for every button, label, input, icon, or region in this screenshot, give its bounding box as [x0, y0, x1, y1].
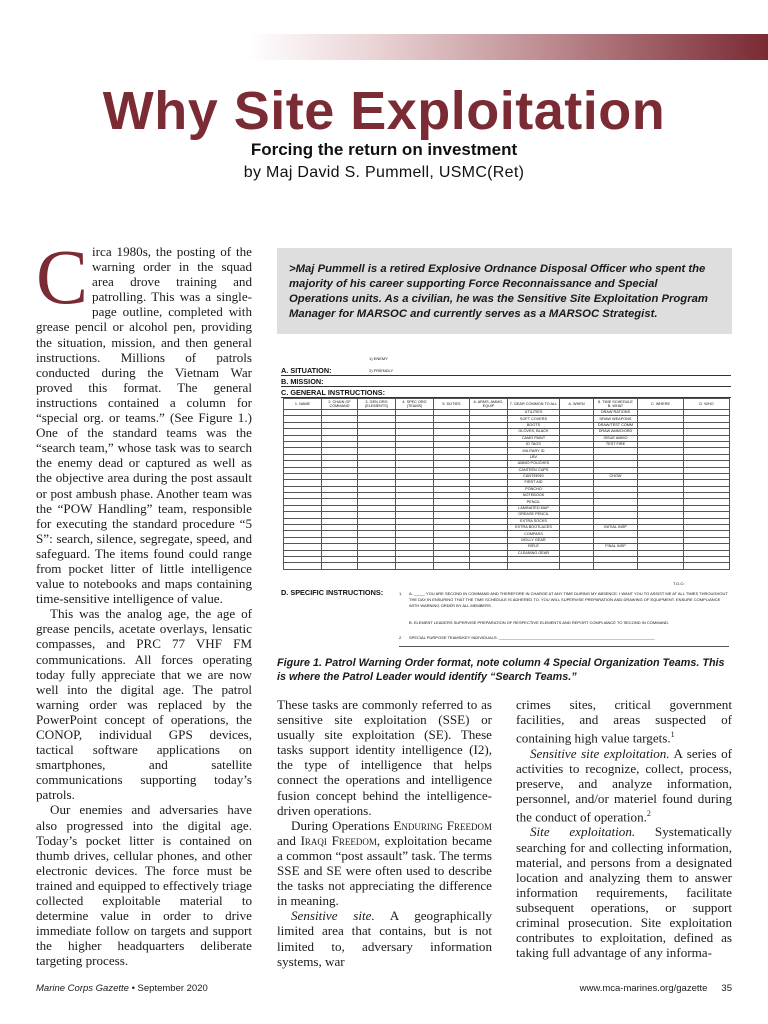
schedule-header: 8. TIME SCHEDULE: [598, 399, 633, 404]
situation-heading: A. SITUATION:: [281, 366, 332, 375]
table-cell: CLEANING GEAR: [508, 550, 560, 556]
table-cell: DRAW AMMO/ORD: [594, 429, 638, 435]
footer-publication: [36, 983, 208, 994]
term-lead: Sensitive site exploitation.: [530, 745, 670, 761]
operation-name: Iraqi Freedom: [300, 832, 377, 848]
table-cell: FINAL INSP: [594, 544, 638, 550]
col-header: 3. GEN ORG (ELEMENTS): [358, 399, 396, 410]
col-header: [594, 399, 638, 410]
table-cell: NOTEBOOK: [508, 493, 560, 499]
col-header: 5. DUTIES: [434, 399, 470, 410]
column-3: [516, 697, 732, 960]
instruction-2: SPECIAL PURPOSE TEAMS/KEY INDIVIDUALS: ______________________________________________________________________: [409, 635, 655, 640]
text: Systematically searching for and collecting information, material, and persons from a designated location and analyzing them to answer information requirements, facilitate subsequent operations, or support criminal prosecution. Site exploitation contributes to exploitation, defined as taking full advantage of any informa-: [516, 824, 732, 961]
enemy-label: 1) ENEMY: [369, 356, 388, 361]
text: A geographically limited area that contains, but is not limited to, adversary information systems, war: [277, 908, 492, 969]
friendly-label: 2) FRIENDLY: [369, 368, 394, 373]
instruction-b: B. ELEMENT LEADERS SUPERVISE PREPARATION OF RESPECTIVE ELEMENTS AND REPORT COMPLIANCE TO SECOND IN COMMAND.: [409, 620, 670, 625]
table-cell: CANTEEN CUPS: [508, 467, 560, 473]
table-cell: CAMO PAINT: [508, 435, 560, 441]
table-cell: [508, 563, 560, 569]
col-header: C. WHERE: [638, 399, 684, 410]
table-cell: FIRST AID: [508, 480, 560, 486]
paragraph: [516, 824, 732, 960]
article-byline: by Maj David S. Pummell, USMC(Ret): [243, 164, 525, 181]
paragraph: Our enemies and adversaries have also progressed into the digital age. Today’s pocket litter is contained on thumb drives, cellular phones, and other electronic devices. The force must be trained and equipped to effectively triage collected exploitable material to determine value in order to drive immediate follow on targets and support the higher headquarters deliberate targeting process.: [36, 802, 252, 969]
term-lead: Site exploitation.: [530, 824, 636, 840]
paragraph: [36, 233, 252, 607]
table-cell: EXTRA SOCKS: [508, 518, 560, 524]
table-cell: AMMO POUCHES: [508, 461, 560, 467]
col-header: 7. GEAR COMMON TO ALL: [508, 399, 560, 410]
table-cell: [470, 563, 508, 569]
table-cell: DRAW RATIONS: [594, 410, 638, 416]
instruction-a: A. _____ YOU ARE SECOND IN COMMAND AND THEREFORE IN CHARGE AT ANY TIME DURING MY ABSENCE. I WANT YOU TO ASSIST ME AT ALL TIMES THROUGHOUT THE DAY IN ENSURING THAT THE TIME SCHEDULE IS ADHERED TO. YOU WILL SUPERVISE PREPARATION AND DRAWING OF EQUIPMENT. ENSURE COMPLIANCE WITH WARNING ORDER BY ALL MEMBERS.: [409, 591, 728, 608]
table-cell: [560, 563, 594, 569]
publication-name: Marine Corps Gazette: [36, 983, 129, 994]
footnote-ref: 1: [670, 730, 675, 740]
general-instructions-heading: C. GENERAL INSTRUCTIONS:: [281, 388, 386, 397]
table-cell: [638, 563, 684, 569]
article-subtitle: Forcing the return on investment: [250, 140, 518, 159]
specific-instructions-heading: D. SPECIFIC INSTRUCTIONS:: [281, 588, 384, 597]
text: During Operations: [291, 817, 394, 833]
header-color-bar: [248, 34, 768, 60]
table-cell: [594, 563, 638, 569]
paragraph: [516, 697, 732, 746]
table-cell: BOOTS: [508, 422, 560, 428]
table-cell: DRAW/TEST COMM: [594, 422, 638, 428]
col-header: 2. CHAIN OF COMMAND: [322, 399, 358, 410]
table-cell: [396, 563, 434, 569]
table-cell: CANTEENS: [508, 473, 560, 479]
figure-caption: Figure 1. Patrol Warning Order format, note column 4 Special Organization Teams. This is where the Patrol Leader would identify “Search Teams.”: [277, 657, 725, 683]
page-number: 35: [721, 983, 732, 994]
table-cell: COMPASS: [508, 531, 560, 537]
text: and: [277, 832, 301, 848]
text: crimes sites, critical government facilities, and areas suspected of containing high value targets.: [516, 697, 732, 746]
table-cell: [434, 563, 470, 569]
table-cell: TEST FIRE: [594, 441, 638, 447]
table-cell: LAMINATED MAP: [508, 505, 560, 511]
warning-order-table: [283, 398, 730, 570]
footer-right: [580, 983, 732, 994]
footnote-ref: 2: [646, 809, 651, 819]
table-cell: ISSUE AMMO: [594, 435, 638, 441]
col-header: 6. ARMS, AMMO, EQUIP: [470, 399, 508, 410]
paragraph: [277, 908, 492, 968]
table-cell: [322, 563, 358, 569]
time-of-operation: T.O.O.: [673, 581, 685, 586]
text: A series of activities to recognize, collect, process, preserve, and analyze information, personnel, and/or materiel found during the conduct of operation.: [516, 745, 732, 825]
table-cell: RIFLE: [508, 544, 560, 550]
table-cell: GREASE PENCIL: [508, 512, 560, 518]
table-cell: ID TAGS: [508, 441, 560, 447]
table-cell: EXTRA BOOTLACES: [508, 525, 560, 531]
paragraph: This was the analog age, the age of grease pencils, acetate overlays, lensatic compasses, and PRC 77 VHF FM communications. All forces operating today fully appreciate that we are now well into the digital age. The patrol warning order was replaced by the PowerPoint concept of operations, the CONOP, individual GPS devices, tactical software applications on smartphones, and satellite communications supporting today’s patrols.: [36, 606, 252, 803]
warning-order-figure: [281, 348, 731, 652]
operation-name: Enduring Freedom: [393, 817, 492, 833]
issue-date: • September 2020: [128, 983, 208, 994]
table-cell: DRAW WEAPONS: [594, 416, 638, 422]
table-cell: MILITARY ID: [508, 448, 560, 454]
author-bio-box: >Maj Pummell is a retired Explosive Ordnance Disposal Officer who spent the majority of his career supporting Force Reconnaissance and Special Operations units. As a civilian, he was the Sensitive Site Exploitation Program Manager for MARSOC and currently serves as a MARSOC Strategist.: [277, 248, 732, 334]
col-header-what: B. WHAT: [607, 404, 624, 408]
instr-number-1: 1.: [399, 591, 403, 596]
col-header: D. WHO: [684, 399, 730, 410]
table-cell: MOLLY GEAR: [508, 537, 560, 543]
table-cell: GLOVES, BLACK: [508, 429, 560, 435]
term-lead: Sensitive site.: [291, 908, 375, 924]
table-cell: PENCIL: [508, 499, 560, 505]
table-cell: [684, 563, 730, 569]
website-link[interactable]: www.mca-marines.org/gazette: [579, 983, 708, 994]
table-cell: SOFT COVERS: [508, 416, 560, 422]
column-2: [277, 697, 492, 969]
article-title: Why Site Exploitation: [102, 81, 666, 141]
table-cell: UTILITIES: [508, 410, 560, 416]
col-header: 1. NAME: [284, 399, 322, 410]
table-cell: [284, 563, 322, 569]
paragraph-text: irca 1980s, the posting of the warning order in the squad area drove training and patrolling. This was a single-page outline, completed with grease pencil or alcohol pen, providing the situation, mission, and then general instructions. Millions of patrols conducted during the Vietnam War proved this format. The general instructions contained a column for “special org. or teams.” (See Figure 1.) One of the standard teams was the “search team,” whose task was to search the enemy dead or captured as well as the objective area during the post assault or post ambush phase. Another team was the “POW Handling” team, responsible for executing the standard procedure “5 S”: search, silence, segregate, speed, and safeguard. The items found could range from pocket litter of little intelligence value to notebooks and maps containing time-sensitive intelligence of value.: [36, 244, 252, 607]
table-cell: PONCHO: [508, 486, 560, 492]
column-1: [36, 233, 252, 969]
mission-heading: B. MISSION:: [281, 377, 324, 386]
table-row: [284, 563, 730, 569]
paragraph: These tasks are commonly referred to as sensitive site exploitation (SSE) or usually site exploitation (SE). These tasks support identity intelligence (I2), the type of intelligence that helps connect the operations and intelligence fusion concept behind the intelligence-driven operations.: [277, 697, 492, 818]
table-cell: [358, 563, 396, 569]
table-cell: INITIAL INSP: [594, 525, 638, 531]
paragraph: [516, 746, 732, 825]
instr-number-2: 2.: [399, 635, 403, 640]
table-cell: CHOW: [594, 473, 638, 479]
drop-cap: C: [36, 233, 89, 320]
table-cell: LBV: [508, 454, 560, 460]
col-header: 4. SPEC ORG (TEAMS): [396, 399, 434, 410]
paragraph: [277, 818, 492, 909]
col-header: A. WHEN: [560, 399, 594, 410]
text: , exploitation became a common “post assault” task. The terms SSE and SE were often used to describe the tasks not appreciating the difference in meaning.: [277, 832, 492, 909]
